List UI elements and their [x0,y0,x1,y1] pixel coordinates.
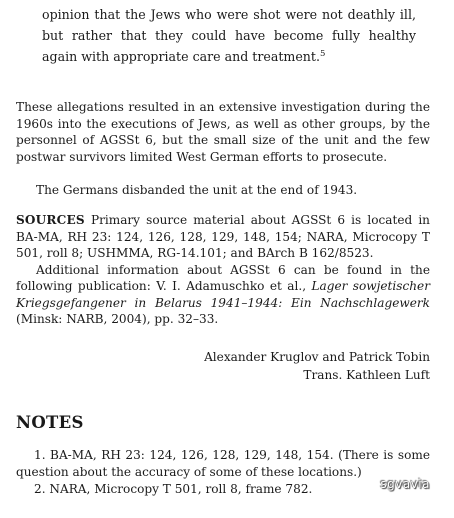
block-quote [42,4,416,67]
translator-credit: Trans. Kathleen Luft [303,368,430,382]
paragraph-investigation: These allegations resulted in an extensive investigation during the 1960s into the executions of Jews, as well as other groups, by the personnel of AGSSt 6, but the small size of the unit and the few postwar survivors limited West German efforts to prosecute. [16,100,430,164]
additional-info-paragraph [16,262,430,328]
note-item: 2. NARA, Microcopy T 501, roll 8, frame 782. [34,482,313,496]
author-names: Alexander Kruglov and Patrick Tobin [204,350,430,364]
watermark-text: sgvavia [380,477,430,491]
notes-heading: NOTES [16,413,84,432]
sources-text: Primary source material about AGSSt 6 is located in BA-MA, RH 23: 124, 126, 128, 129, 148, 154; NARA, Microcopy T 501, roll 8; USHMMA, RG-14.101; and BArch B 162/8523. [16,213,430,260]
sources-section [16,212,430,328]
notes-list [16,447,430,498]
additional-intro: Additional information about AGSSt 6 can be found in the following publication: V. I. Adamuschko et al., [16,262,430,293]
footnote-ref[interactable]: 5 [319,49,326,59]
quote-text: opinion that the Jews who were shot were not deathly ill, but rather that they could have become fully healthy again with appropriate care and treatment. [42,7,416,64]
publication-title: Lager sowjetischer Kriegsgefangener in Belarus 1941–1944: Ein Nachschlagewerk [16,279,430,310]
author-credits [204,348,430,384]
note-item: 1. BA-MA, RH 23: 124, 126, 128, 129, 148, 154. (There is some question about the accuracy of some of these locations.) [16,448,430,479]
paragraph-disbanded: The Germans disbanded the unit at the end of 1943. [36,183,358,197]
publication-details: (Minsk: NARB, 2004), pp. 32–33. [16,312,219,326]
sources-paragraph [16,212,430,262]
sources-label: SOURCES [16,213,85,227]
